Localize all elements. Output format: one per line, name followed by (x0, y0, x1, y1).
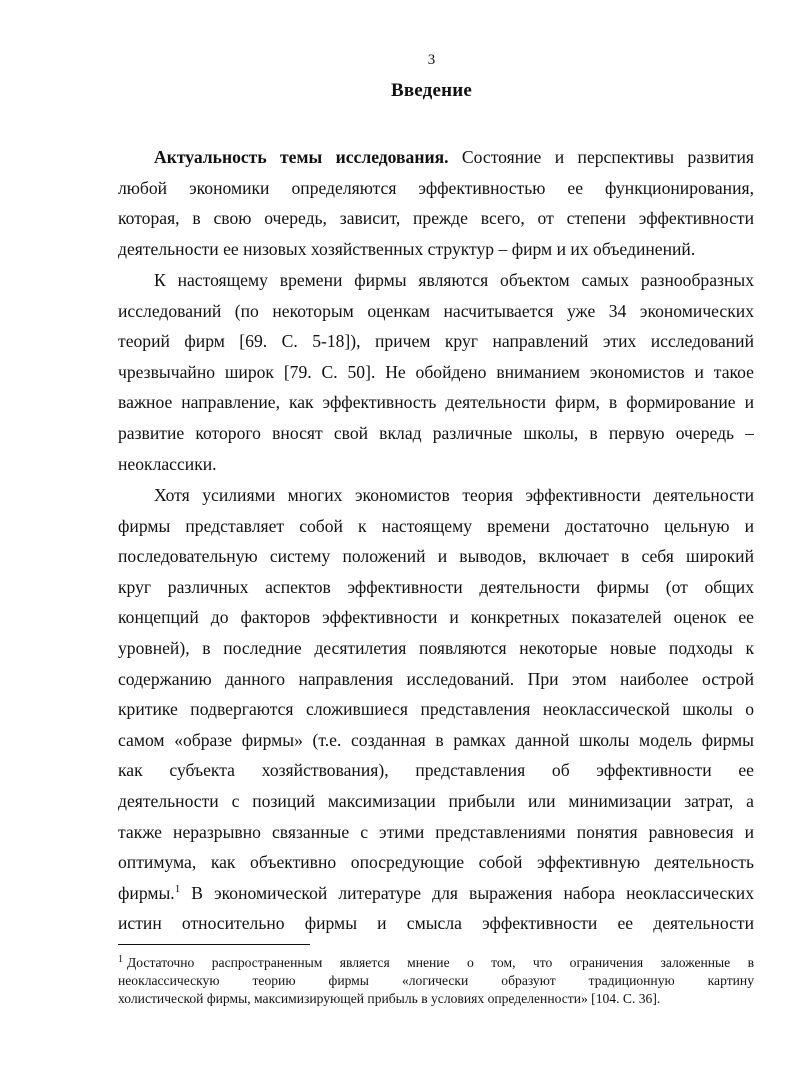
text-fragment: Состояние и перспективы развития (448, 147, 754, 167)
text-line: как субъекта хозяйствования), представления об эффективности ее (118, 760, 754, 781)
text-line: неоклассики. (118, 453, 217, 474)
text-line: развитие которого вносят свой вклад различные школы, в первую очередь – (118, 422, 754, 443)
footnote-line (118, 954, 754, 972)
text-fragment: Достаточно распространенным является мнение о том, что ограничения заложенные в (127, 955, 754, 970)
text-line: фирмы представляет собой к настоящему времени достаточно цельную и (118, 515, 754, 536)
text-line: деятельности ее низовых хозяйственных структур – фирм и их объединений. (118, 238, 696, 259)
footnote-divider (118, 944, 310, 945)
text-line: последовательную систему положений и выводов, включает в себя широкий (118, 546, 754, 567)
footnote-line: неоклассическую теорию фирмы «логически образуют традиционную картину (118, 973, 754, 988)
footnote-marker: 1 (118, 954, 123, 965)
text-line: Хотя усилиями многих экономистов теория эффективности деятельности (154, 485, 754, 505)
page-title: Введение (390, 80, 473, 101)
text-fragment: фирмы. (118, 882, 175, 903)
text-line: чрезвычайно широк [79. С. 50]. Не обойдено вниманием экономистов и такое (118, 361, 754, 382)
text-line: круг различных аспектов эффективности деятельности фирмы (от общих (118, 576, 754, 597)
text-line: теорий фирм [69. С. 5-18]), причем круг направлений этих исследований (118, 331, 754, 352)
section-lead-bold: Актуальность темы исследования. (154, 147, 449, 167)
text-line (118, 142, 754, 173)
footnote (118, 954, 754, 1008)
paragraph-efficiency-theory (118, 480, 754, 939)
text-line: которая, в свою очередь, зависит, прежде всего, от степени эффективности (118, 208, 754, 229)
text-line: содержанию данного направления исследований. При этом наиболее острой (118, 668, 754, 689)
text-line: самом «образе фирмы» (т.е. созданная в рамках данной школы модель фирмы (118, 729, 754, 750)
text-line: истин относительно фирмы и смысла эффективности ее деятельности (118, 913, 754, 934)
text-line: любой экономики определяются эффективностью ее функционирования, (118, 177, 754, 198)
text-line: критике подвергаются сложившиеся представления неоклассической школы о (118, 699, 754, 720)
paragraph-firm-research (118, 265, 754, 479)
text-line (118, 878, 754, 909)
text-line: оптимума, как объективно опосредующие собой эффективную деятельность (118, 852, 754, 873)
footnote-reference[interactable]: 1 (174, 882, 181, 895)
page-number: 3 (427, 52, 436, 68)
text-line: уровней), в последние десятилетия появляются некоторые новые подходы к (118, 637, 754, 658)
text-line: также неразрывно связанные с этими представлениями понятия равновесия и (118, 821, 754, 842)
text-line: К настоящему времени фирмы являются объектом самых разнообразных (154, 270, 754, 290)
text-fragment: В экономической литературе для выражения набора неоклассических (180, 882, 754, 903)
text-line: важное направление, как эффективность деятельности фирм, в формирование и (118, 392, 754, 413)
text-line: концепций до факторов эффективности и конкретных показателей оценок ее (118, 607, 754, 628)
paragraph-relevance (118, 142, 754, 264)
footnote-line: холистической фирмы, максимизирующей прибыль в условиях определенности» [104. С. 36]. (118, 991, 661, 1006)
text-line: исследований (по некоторым оценкам насчитывается уже 34 экономических (118, 300, 754, 321)
text-line: деятельности с позиций максимизации прибыли или минимизации затрат, а (118, 790, 754, 811)
